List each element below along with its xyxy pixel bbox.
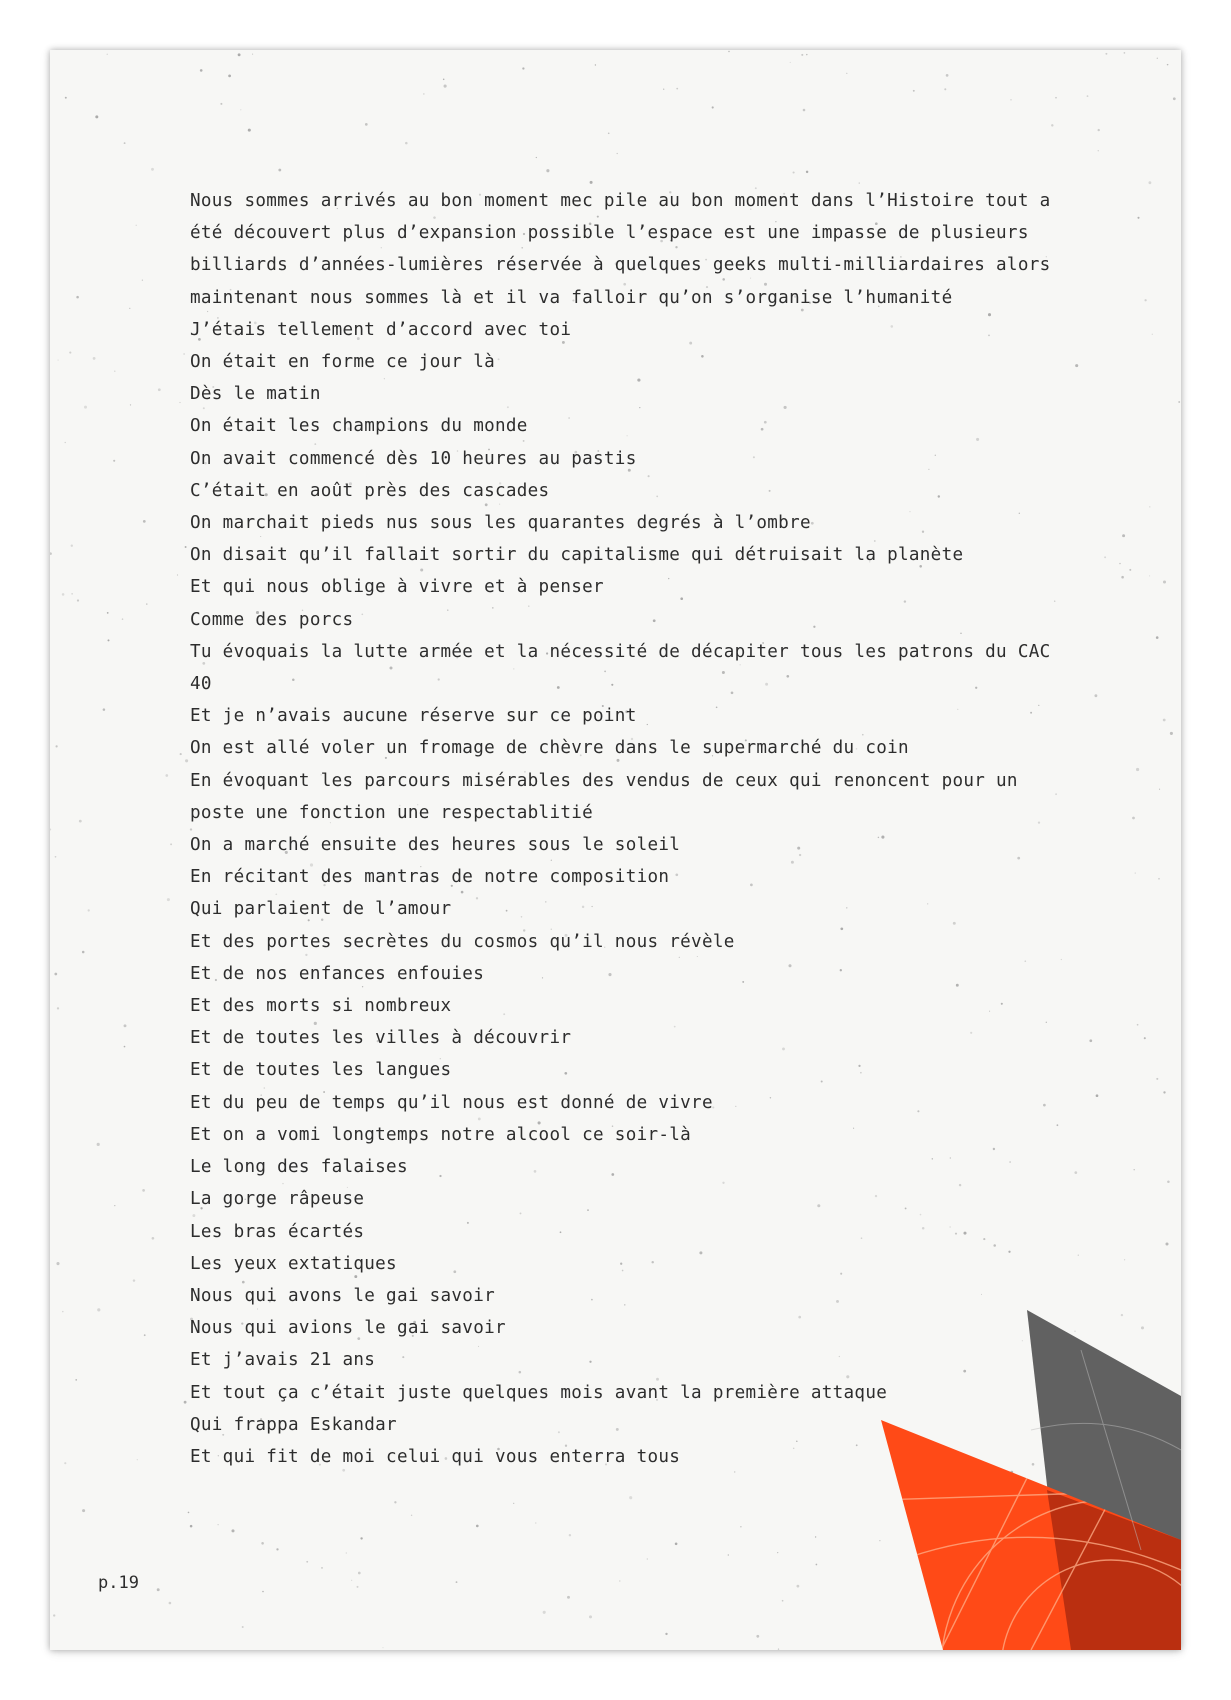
poem-line: Les bras écartés [190, 1221, 365, 1242]
poem-line: On était les champions du monde [190, 416, 528, 437]
poem-line: Nous qui avions le gai savoir [190, 1318, 506, 1339]
poem-line: On était en forme ce jour là [190, 352, 495, 373]
poem-text [190, 185, 1070, 1473]
poem-line: Nous sommes arrivés au bon moment mec pile au bon moment dans l’Histoire tout a été découvert plus d’expansion possible l’espace est une impasse de plusieurs billiards d’années-lumières réservée à quelques geeks multi-milliardaires alors maintenant nous sommes là et il va falloir qu’on s’organise l’humanité [190, 191, 1051, 308]
poem-line: Dès le matin [190, 384, 321, 405]
poem-line: Comme des porcs [190, 609, 354, 630]
poem-line: On a marché ensuite des heures sous le soleil [190, 835, 681, 856]
poem-line: Et j’avais 21 ans [190, 1350, 376, 1371]
poem-line: J’étais tellement d’accord avec toi [190, 319, 572, 340]
poem-line: Et de toutes les langues [190, 1060, 452, 1081]
poem-line: Les yeux extatiques [190, 1253, 397, 1274]
poem-line: On marchait pieds nus sous les quarantes degrés à l’ombre [190, 513, 811, 534]
poem-line: Et des morts si nombreux [190, 996, 452, 1017]
poem-line: Et tout ça c’était juste quelques mois avant la première attaque [190, 1382, 888, 1403]
poem-line: Et de toutes les villes à découvrir [190, 1028, 572, 1049]
poem-line: Tu évoquais la lutte armée et la nécessité de décapiter tous les patrons du CAC 40 [190, 641, 1051, 695]
poem-line: On est allé voler un fromage de chèvre dans le supermarché du coin [190, 738, 909, 759]
poem-line: La gorge râpeuse [190, 1189, 365, 1210]
poem-line: En évoquant les parcours misérables des vendus de ceux qui renoncent pour un poste une fonction une respectablitié [190, 770, 1018, 823]
document-page [50, 50, 1181, 1650]
poem-line: On disait qu’il fallait sortir du capitalisme qui détruisait la planète [190, 545, 964, 566]
poem-line: Et du peu de temps qu’il nous est donné de vivre [190, 1092, 713, 1113]
poem-line: Et on a vomi longtemps notre alcool ce soir-là [190, 1124, 692, 1145]
poem-line: Et qui nous oblige à vivre et à penser [190, 577, 604, 598]
page-number: p.19 [98, 1573, 139, 1593]
poem-line: Et des portes secrètes du cosmos qu’il nous révèle [190, 931, 735, 952]
geometric-corner-art [881, 1310, 1181, 1650]
poem-line: Et je n’avais aucune réserve sur ce point [190, 706, 637, 727]
poem-line: Et de nos enfances enfouies [190, 963, 485, 984]
poem-line: Qui frappa Eskandar [190, 1414, 397, 1435]
poem-line: Et qui fit de moi celui qui vous enterra tous [190, 1446, 681, 1467]
poem-line: C’était en août près des cascades [190, 480, 550, 501]
poem-line: Nous qui avons le gai savoir [190, 1285, 495, 1306]
poem-line: Qui parlaient de l’amour [190, 899, 452, 920]
poem-line: On avait commencé dès 10 heures au pastis [190, 448, 637, 469]
poem-line: Le long des falaises [190, 1157, 408, 1178]
poem-line: En récitant des mantras de notre composition [190, 867, 670, 888]
